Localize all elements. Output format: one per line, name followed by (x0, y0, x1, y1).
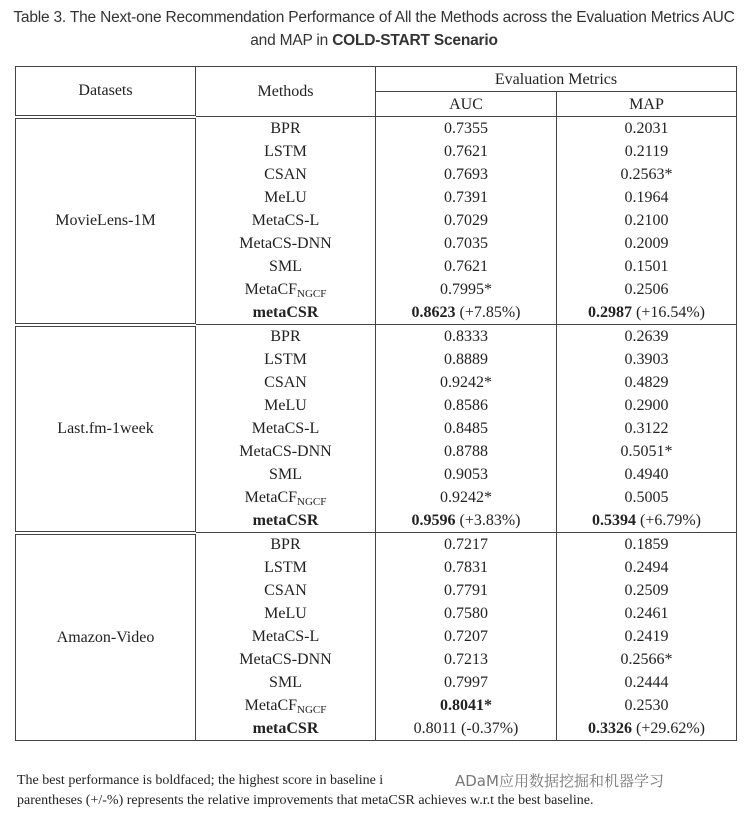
auc-cell (376, 140, 557, 163)
method-name: LSTM (264, 559, 307, 576)
map-value: 0.5005 (624, 489, 669, 506)
auc-cell (376, 625, 557, 648)
method-subscript: NGCF (297, 496, 327, 508)
auc-value: 0.7997 (444, 674, 488, 691)
map-cell (557, 556, 737, 579)
auc-value: 0.7217 (444, 536, 488, 553)
auc-cell (376, 301, 557, 325)
auc-cell (376, 463, 557, 486)
auc-value: 0.7995* (440, 281, 492, 298)
auc-cell (376, 117, 557, 141)
method-name: MetaCS-L (251, 628, 320, 645)
map-cell (557, 325, 737, 349)
method-cell (196, 209, 376, 232)
auc-cell (376, 579, 557, 602)
auc-value: 0.7035 (444, 235, 488, 252)
results-table (15, 66, 737, 741)
map-value: 0.2563* (620, 166, 673, 183)
map-value: 0.2530 (624, 697, 669, 714)
map-cell (557, 163, 737, 186)
method-cell (196, 463, 376, 486)
footnote-line2: parentheses (+/-%) represents the relative improvements that metaCSR achieves w.r.t the best baseline. (17, 793, 594, 808)
auc-value: 0.7391 (444, 189, 488, 206)
map-cell (557, 140, 737, 163)
method-name: metaCSR (252, 512, 319, 529)
method-name: CSAN (264, 166, 307, 183)
table-row (16, 533, 737, 557)
dataset-cell: Amazon-Video (16, 533, 196, 741)
method-name: SML (269, 258, 302, 275)
method-name: MetaCF (244, 489, 298, 506)
map-cell (557, 301, 737, 325)
header-datasets: Datasets (16, 67, 196, 117)
auc-cell (376, 278, 557, 301)
map-cell (557, 694, 737, 717)
auc-value: 0.8889 (444, 351, 488, 368)
auc-cell (376, 348, 557, 371)
method-cell (196, 301, 376, 325)
dataset-cell: MovieLens-1M (16, 117, 196, 325)
auc-value: 0.8788 (444, 443, 488, 460)
auc-value: 0.7355 (444, 120, 488, 137)
auc-value: 0.8485 (444, 420, 488, 437)
map-cell (557, 117, 737, 141)
map-value: 0.2444 (624, 674, 669, 691)
map-cell (557, 440, 737, 463)
watermark: ADaM应用数据挖掘和机器学习 (455, 772, 664, 790)
method-name: BPR (270, 120, 301, 137)
auc-value: 0.9242* (440, 374, 492, 391)
map-improvement: (+6.79%) (635, 512, 701, 529)
auc-cell (376, 394, 557, 417)
map-value: 0.2900 (624, 397, 669, 414)
footnote-line1: The best performance is boldfaced; the highest score in baseline i (17, 773, 384, 788)
map-cell (557, 348, 737, 371)
method-subscript: NGCF (297, 288, 327, 300)
map-cell (557, 671, 737, 694)
map-cell (557, 209, 737, 232)
auc-value: 0.9242* (440, 489, 492, 506)
caption-text: Table 3. The Next-one Recommendation Performance of All the Methods across the Evaluation Metrics AUC and MAP in (13, 9, 735, 49)
map-value: 0.5051* (620, 443, 673, 460)
auc-value: 0.8586 (444, 397, 488, 414)
auc-cell (376, 602, 557, 625)
method-name: SML (269, 674, 302, 691)
method-cell (196, 486, 376, 509)
map-cell (557, 255, 737, 278)
map-value: 0.1859 (624, 536, 669, 553)
auc-cell (376, 671, 557, 694)
method-name: MeLU (264, 189, 307, 206)
auc-cell (376, 440, 557, 463)
auc-value: 0.8041* (440, 697, 492, 714)
method-name: MetaCS-L (251, 212, 320, 229)
auc-value: 0.8623 (411, 304, 456, 321)
method-cell (196, 186, 376, 209)
auc-cell (376, 417, 557, 440)
auc-value: 0.7580 (444, 605, 488, 622)
map-value: 0.1501 (624, 258, 669, 275)
map-value: 0.2419 (624, 628, 669, 645)
method-cell (196, 509, 376, 533)
table-row (16, 117, 737, 141)
method-cell (196, 717, 376, 741)
method-cell (196, 579, 376, 602)
auc-cell (376, 556, 557, 579)
auc-value: 0.7213 (444, 651, 488, 668)
dataset-cell: Last.fm-1week (16, 325, 196, 533)
method-name: LSTM (264, 143, 307, 160)
method-cell (196, 533, 376, 557)
method-cell (196, 417, 376, 440)
auc-cell (376, 255, 557, 278)
auc-cell (376, 186, 557, 209)
auc-value: 0.7831 (444, 559, 488, 576)
method-name: MetaCS-DNN (239, 651, 332, 668)
map-improvement: (+29.62%) (631, 720, 705, 737)
method-name: MetaCS-DNN (239, 443, 332, 460)
auc-value: 0.8333 (444, 328, 488, 345)
method-cell (196, 163, 376, 186)
header-map: MAP (557, 92, 737, 117)
map-cell (557, 533, 737, 557)
auc-cell (376, 232, 557, 255)
map-cell (557, 463, 737, 486)
map-value: 0.2119 (624, 143, 669, 160)
map-cell (557, 509, 737, 533)
method-name: SML (269, 466, 302, 483)
method-name: MeLU (264, 605, 307, 622)
map-cell (557, 602, 737, 625)
auc-improvement: (+3.83%) (455, 512, 521, 529)
auc-improvement: (+7.85%) (455, 304, 521, 321)
map-cell (557, 394, 737, 417)
method-name: MetaCS-DNN (239, 235, 332, 252)
map-value: 0.2494 (624, 559, 669, 576)
method-name: CSAN (264, 582, 307, 599)
auc-cell (376, 533, 557, 557)
auc-value: 0.9596 (411, 512, 456, 529)
map-cell (557, 186, 737, 209)
header-auc: AUC (376, 92, 557, 117)
auc-value: 0.7621 (444, 143, 488, 160)
map-cell (557, 486, 737, 509)
method-cell (196, 371, 376, 394)
method-name: MeLU (264, 397, 307, 414)
method-cell (196, 694, 376, 717)
map-value: 0.4940 (624, 466, 669, 483)
auc-cell (376, 163, 557, 186)
auc-cell (376, 371, 557, 394)
map-improvement: (+16.54%) (631, 304, 705, 321)
method-name: BPR (270, 328, 301, 345)
method-cell (196, 232, 376, 255)
map-value: 0.2031 (624, 120, 669, 137)
auc-value: 0.9053 (444, 466, 488, 483)
map-value: 0.2566* (620, 651, 673, 668)
map-value: 0.3903 (624, 351, 669, 368)
auc-value: 0.7621 (444, 258, 488, 275)
map-value: 0.2461 (624, 605, 669, 622)
auc-value: 0.7207 (444, 628, 488, 645)
map-value: 0.2639 (624, 328, 669, 345)
method-name: metaCSR (252, 304, 319, 321)
map-cell (557, 579, 737, 602)
header-metrics: Evaluation Metrics (376, 67, 737, 92)
method-cell (196, 648, 376, 671)
map-value: 0.3122 (624, 420, 669, 437)
auc-value: 0.7791 (444, 582, 488, 599)
method-cell (196, 117, 376, 141)
auc-value: 0.7693 (444, 166, 488, 183)
map-value: 0.2506 (624, 281, 669, 298)
auc-cell (376, 509, 557, 533)
method-cell (196, 556, 376, 579)
auc-improvement: (-0.37%) (457, 720, 519, 737)
auc-value: 0.8011 (413, 720, 458, 737)
map-value: 0.2009 (624, 235, 669, 252)
map-cell (557, 717, 737, 741)
map-cell (557, 417, 737, 440)
method-subscript: NGCF (297, 704, 327, 716)
table-row (16, 325, 737, 349)
table-caption (0, 6, 748, 52)
method-name: MetaCF (244, 281, 298, 298)
map-cell (557, 625, 737, 648)
map-cell (557, 371, 737, 394)
method-cell (196, 255, 376, 278)
auc-cell (376, 209, 557, 232)
method-cell (196, 325, 376, 349)
auc-cell (376, 717, 557, 741)
method-cell (196, 671, 376, 694)
map-value: 0.4829 (624, 374, 669, 391)
method-name: LSTM (264, 351, 307, 368)
map-cell (557, 278, 737, 301)
header-methods: Methods (196, 67, 376, 117)
auc-cell (376, 325, 557, 349)
method-cell (196, 140, 376, 163)
map-value: 0.2987 (587, 304, 632, 321)
method-name: MetaCF (244, 697, 298, 714)
map-value: 0.2509 (624, 582, 669, 599)
method-name: MetaCS-L (251, 420, 320, 437)
method-cell (196, 394, 376, 417)
map-value: 0.1964 (624, 189, 669, 206)
method-cell (196, 278, 376, 301)
method-cell (196, 440, 376, 463)
auc-value: 0.7029 (444, 212, 488, 229)
auc-cell (376, 486, 557, 509)
auc-cell (376, 648, 557, 671)
method-name: CSAN (264, 374, 307, 391)
method-cell (196, 602, 376, 625)
map-cell (557, 232, 737, 255)
caption-bold: COLD-START Scenario (332, 32, 498, 49)
method-cell (196, 348, 376, 371)
auc-cell (376, 694, 557, 717)
map-value: 0.3326 (587, 720, 632, 737)
map-value: 0.5394 (591, 512, 636, 529)
map-cell (557, 648, 737, 671)
map-value: 0.2100 (624, 212, 669, 229)
method-cell (196, 625, 376, 648)
method-name: metaCSR (252, 720, 319, 737)
method-name: BPR (270, 536, 301, 553)
